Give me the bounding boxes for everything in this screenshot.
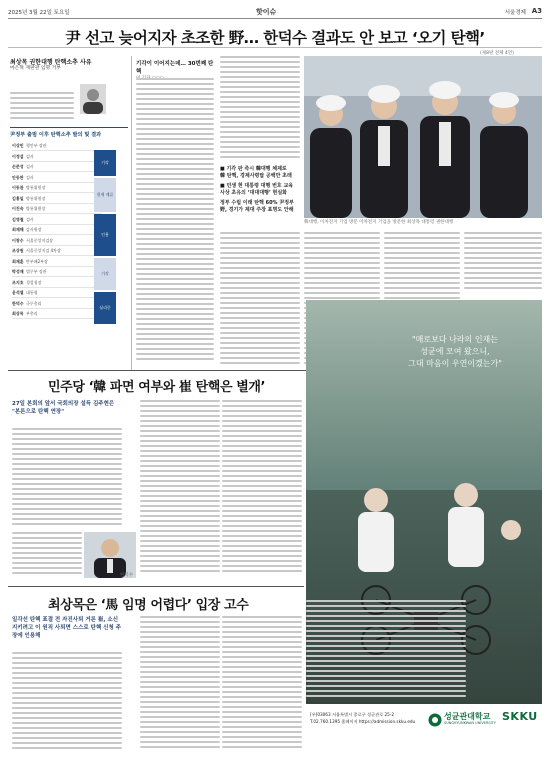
official-position: 서울중앙지검장: [26, 237, 54, 243]
chart-title: 尹정부 출범 이후 탄핵소추 발의 및 결과: [10, 132, 102, 138]
article1-body-col1: [136, 78, 214, 368]
article1-body-col5: [464, 232, 542, 292]
official-name: 손준성: [12, 164, 24, 169]
official-name: 김홍일: [12, 195, 24, 201]
official-position: 반부패2부장: [26, 258, 48, 264]
official-position: 행안부 장관: [26, 143, 47, 148]
position-row: [12, 300, 102, 309]
photo-caption: 韓대행, 이차전지 기업 방문 이차전지 기업을 방문한 최상목 대통령 권한대행: [304, 220, 454, 225]
article1-kicker: 기각이 이어지는데… 30번째 탄핵: [136, 61, 214, 75]
position-row: [12, 289, 102, 298]
position-row: [12, 279, 102, 288]
ad-quote-line1: "매로보다 나라의 인재는: [411, 335, 499, 344]
official-position: 검사: [26, 153, 34, 159]
position-row: [12, 226, 102, 235]
paper-name: 서울경제: [504, 10, 526, 16]
subhead-5: 정부 수립 이래 탄핵 60% 尹정부: [220, 200, 294, 206]
official-name: 한덕수: [12, 300, 24, 306]
official-name: 박성재: [12, 269, 24, 274]
position-row: [12, 163, 102, 172]
section2-body-col3: [222, 400, 302, 580]
position-row: [12, 268, 102, 277]
sidebar-box: [10, 57, 128, 72]
skku-emblem-icon: [428, 713, 442, 727]
subhead-3: ■ 민생 현 대통령 대행 번호 교육: [220, 183, 294, 189]
headline-credit: (제8판 전체 4면): [480, 51, 514, 56]
position-row: [12, 184, 102, 193]
sidebar-subtitle: 마은혁 재판관 임명 거부: [10, 66, 61, 71]
official-name: 이상민: [12, 143, 24, 148]
page-number: A3: [531, 7, 542, 15]
tag-group-5: 심리중: [94, 292, 116, 324]
skku-brand: 성균관대학교: [444, 712, 491, 721]
tag-group-4: 기각: [94, 258, 116, 290]
news-photo: [304, 56, 542, 218]
ad-contact: T.02.760.1395 홈페이지 https://admission.skku.edu: [310, 719, 416, 724]
tag-group-1: 기각: [94, 150, 116, 176]
section3-body-col3: [222, 616, 302, 752]
section2-headline: 민주당 ‘韓 파면 여부와 崔 탄핵은 별개’: [48, 380, 266, 395]
position-row: [12, 237, 102, 246]
official-name: 최재해: [12, 227, 24, 232]
official-position: 방통위원장: [26, 195, 46, 201]
section2-deck: 27일 본회의 앞서 국회의장 설득 김주현은 "본론으로 탄핵 연장": [12, 401, 115, 415]
section3-body-col2: [140, 616, 220, 752]
official-name: 윤석열: [12, 290, 24, 295]
tag-group-2: 헌재 계류: [94, 178, 116, 212]
section-name: 핫이슈: [256, 8, 277, 16]
section3-body-col4: [306, 600, 466, 704]
official-position: 국무총리: [26, 300, 42, 306]
ad-footer: [306, 706, 542, 746]
official-position: 법무부 장관: [26, 269, 47, 274]
official-position: 검사: [26, 216, 34, 222]
official-position: 대통령: [26, 290, 38, 295]
official-name: 조상원: [12, 248, 24, 253]
official-position: 감사원장: [26, 227, 42, 232]
article1-body-col2-top: [220, 56, 300, 162]
official-name: 김영철: [12, 216, 24, 222]
official-position: 부총리: [26, 311, 38, 316]
sidebar-title: 최상목 권한대행 탄핵소추 사유: [10, 59, 92, 66]
section2-body-col1b: [12, 532, 82, 578]
official-position: 방통위원장: [26, 185, 46, 190]
section3-body-col1: [12, 652, 122, 752]
official-position: 검사: [26, 164, 34, 169]
main-headline: 尹 선고 늦어지자 초조한 野… 한덕수 결과도 안 보고 ‘오기 탄핵’: [65, 29, 485, 47]
ad-address: [우]03063 서울특별시 종로구 성균관로 25-2: [310, 712, 395, 717]
subhead-6: 野, 경기가 제대 주장 표명도 안해: [220, 207, 294, 213]
position-row: [12, 310, 102, 319]
masthead: [8, 6, 542, 19]
position-row: [12, 216, 102, 225]
official-name: 최상목: [12, 311, 24, 316]
section2-photo-caption: 한덕수: [120, 573, 134, 578]
official-position: 방통위원장: [26, 206, 46, 211]
ad-quote-line3: 그대 마음이 우연이겠는가": [408, 359, 502, 368]
position-row: [12, 174, 102, 183]
section2-body-col2: [140, 400, 220, 580]
official-name: 이창수: [12, 237, 24, 243]
skku-brand-en: SUNGKYUNKWAN UNIVERSITY: [444, 721, 496, 725]
official-name: 이동관: [12, 185, 24, 190]
article1-subheads: [220, 166, 302, 214]
section3-deck: 일각선 탄핵 표결 전 자진사퇴 거론 崔, 소신지키려고 이 원직 사퇴면 스스로 탄핵 신청 주장에 인용해: [12, 617, 122, 639]
section3-headline: 최상목은 ‘馬 임명 어렵다’ 입장 고수: [48, 598, 249, 613]
official-position: 서울중앙지검 4차장: [26, 248, 61, 253]
subhead-4: 사상 초유의 ‘대대대행’ 현실화: [220, 190, 287, 196]
photo-illustration: [304, 56, 542, 218]
subhead-2: 韓 탄핵, 경제사령탑 공백만 초래: [220, 173, 292, 179]
tag-group-3: 인용: [94, 214, 116, 256]
official-name: 최재훈: [12, 258, 24, 264]
official-position: 검사: [26, 174, 34, 180]
official-name: 안동완: [12, 174, 24, 180]
official-position: 경찰청장: [26, 279, 42, 285]
ad-quote: [380, 334, 530, 370]
section2-body-col1: [12, 428, 122, 530]
position-row: [12, 195, 102, 204]
portrait-photo: [80, 84, 106, 114]
official-name: 조지호: [12, 279, 24, 285]
official-name: 이정섭: [12, 153, 24, 159]
ad-quote-line2: 성균에 모여 왔으니,: [420, 347, 490, 356]
subhead-1: ■ 기각 판 즉시 韓대행 체제로: [220, 166, 287, 172]
official-name: 이진숙: [12, 206, 24, 211]
portrait-icon: [80, 84, 106, 114]
position-row: [12, 153, 102, 162]
position-row: [12, 247, 102, 256]
position-row: [12, 142, 102, 151]
skku-logo: SKKU: [502, 710, 538, 723]
issue-date: 2025년 3월 22일 토요일: [8, 10, 70, 16]
article1-body-col2-bottom: [220, 232, 300, 368]
position-row: [12, 205, 102, 214]
position-row: [12, 258, 102, 267]
